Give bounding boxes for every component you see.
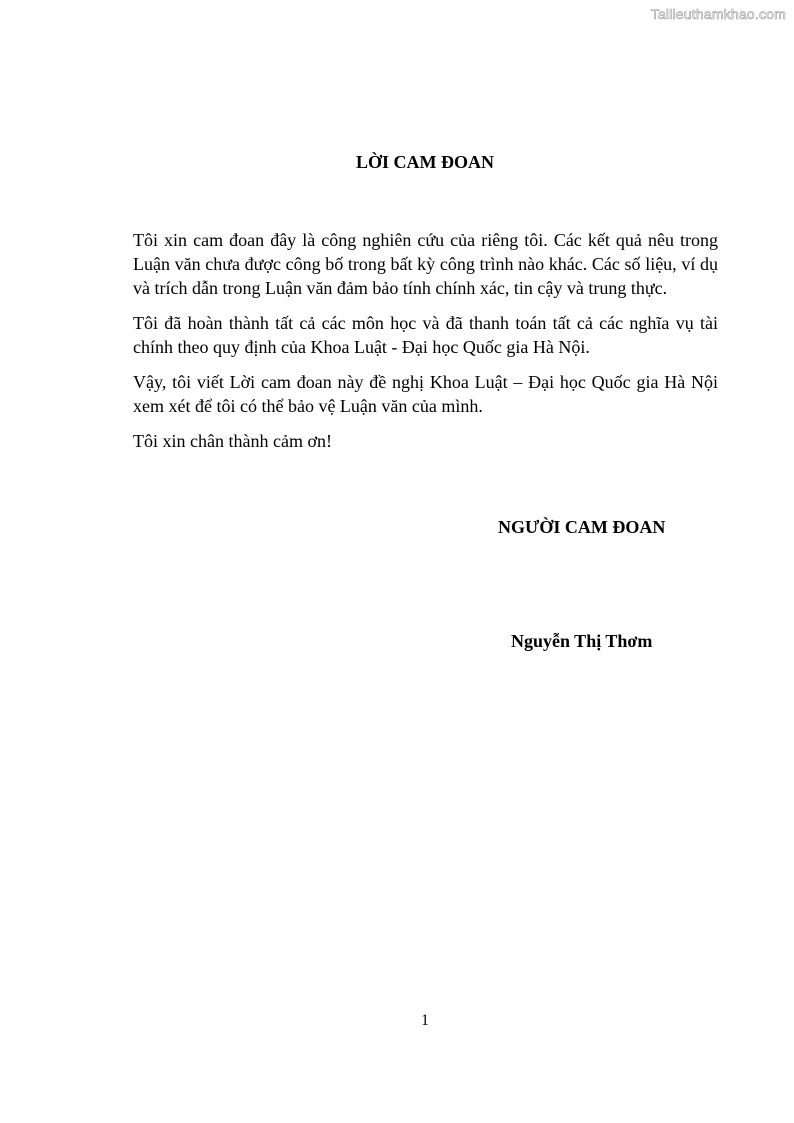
paragraph-completion: Tôi đã hoàn thành tất cả các môn học và đã thanh toán tất cả các nghĩa vụ tài chính theo quy định của Khoa Luật - Đại học Quốc gia Hà Nội. (133, 313, 718, 357)
paragraph-thanks: Tôi xin chân thành cảm ơn! (133, 431, 332, 451)
signer-name: Nguyễn Thị Thơm (511, 631, 653, 651)
watermark-text: Tailieuthamkhao.com (650, 6, 786, 22)
page-number: 1 (421, 1012, 429, 1029)
document-body (133, 228, 718, 464)
paragraph-request: Vậy, tôi viết Lời cam đoan này đề nghị Khoa Luật – Đại học Quốc gia Hà Nội xem xét để tôi có thể bảo vệ Luận văn của mình. (133, 372, 718, 416)
signer-title: NGƯỜI CAM ĐOAN (498, 517, 666, 537)
paragraph-declaration: Tôi xin cam đoan đây là công nghiên cứu của riêng tôi. Các kết quả nêu trong Luận văn chưa được công bố trong bất kỳ công trình nào khác. Các số liệu, ví dụ và trích dẫn trong Luận văn đảm bảo tính chính xác, tin cậy và trung thực. (133, 230, 718, 298)
document-title: LỜI CAM ĐOAN (356, 152, 494, 172)
